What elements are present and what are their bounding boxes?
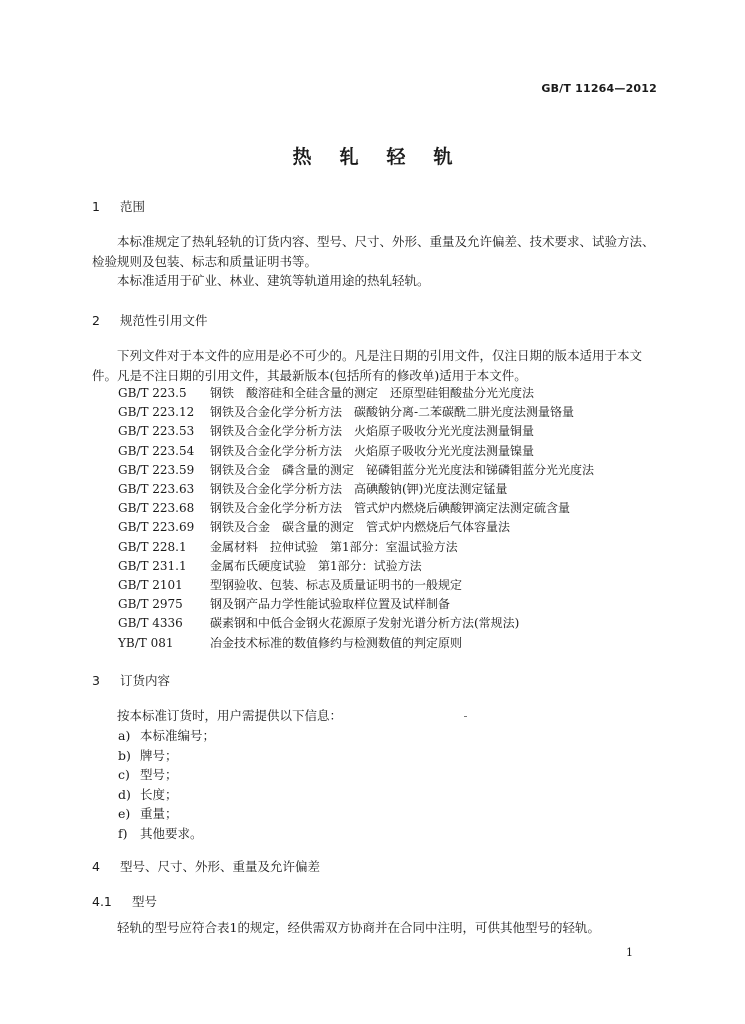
reference-title: 钢铁及合金化学分析方法 管式炉内燃烧后碘酸钾滴定法测定硫含量 <box>210 501 571 516</box>
reference-item <box>118 518 510 535</box>
reference-code: GB/T 223.68 <box>118 501 195 516</box>
section-4-1-heading <box>92 892 157 910</box>
section-number: 1 <box>92 199 100 214</box>
reference-code: GB/T 4336 <box>118 616 183 631</box>
reference-code: GB/T 223.5 <box>118 386 187 400</box>
reference-code: GB/T 228.1 <box>118 539 187 554</box>
reference-item <box>118 634 462 651</box>
order-item <box>118 824 203 842</box>
reference-title: 型钢验收、包装、标志及质量证明书的一般规定 <box>210 578 463 592</box>
section-number: 3 <box>92 673 100 688</box>
order-item <box>118 765 178 783</box>
document-title: 热轧轻轨 <box>292 146 481 168</box>
reference-code: GB/T 2101 <box>118 578 183 592</box>
order-item <box>118 785 178 803</box>
section-1-paragraph-2: 本标准适用于矿业、林业、建筑等轨道用途的热轧轻轨。 <box>117 273 430 288</box>
reference-code: YB/T 081 <box>118 635 174 650</box>
section-1-heading <box>92 197 145 215</box>
section-title: 型号、尺寸、外形、重量及允许偏差 <box>120 859 321 874</box>
order-item <box>118 746 178 764</box>
reference-item <box>118 480 507 497</box>
order-item-marker: d) <box>118 786 131 802</box>
section-number: 4 <box>92 859 100 874</box>
reference-title: 钢及钢产品力学性能试验取样位置及试样制备 <box>210 597 451 612</box>
order-item <box>118 726 215 744</box>
reference-item <box>118 422 534 439</box>
reference-title: 金属材料 拉伸试验 第1部分：室温试验方法 <box>210 539 458 554</box>
reference-code: GB/T 2975 <box>118 597 183 612</box>
reference-title: 金属布氏硬度试验 第1部分：试验方法 <box>210 558 422 573</box>
order-item-marker: b) <box>118 747 131 763</box>
reference-title: 钢铁及合金 碳含量的测定 管式炉内燃烧后气体容量法 <box>210 520 511 535</box>
reference-title: 钢铁 酸溶硅和全硅含量的测定 还原型硅钼酸盐分光光度法 <box>210 386 535 400</box>
reference-title: 钢铁及合金化学分析方法 高碘酸钠(钾)光度法测定锰量 <box>210 482 508 496</box>
reference-item <box>118 538 458 555</box>
section-number: 4.1 <box>92 894 112 909</box>
order-item-text: 长度； <box>140 786 178 802</box>
order-item-marker: a) <box>118 728 131 743</box>
reference-item <box>118 557 422 574</box>
reference-item <box>118 576 462 593</box>
section-number: 2 <box>92 313 100 328</box>
reference-item <box>118 403 574 420</box>
order-item-marker: f) <box>118 825 128 841</box>
section-4-1-paragraph-1: 轻轨的型号应符合表1的规定，经供需双方协商并在合同中注明，可供其他型号的轻轨。 <box>117 920 600 935</box>
section-2-heading <box>92 311 208 329</box>
reference-title: 钢铁及合金化学分析方法 火焰原子吸收分光光度法测量铜量 <box>210 424 535 439</box>
section-4-heading <box>92 857 320 875</box>
reference-item <box>118 384 534 401</box>
order-item <box>118 804 178 822</box>
order-item-marker: c) <box>118 767 130 782</box>
reference-item <box>118 499 570 516</box>
reference-code: GB/T 223.63 <box>118 482 195 496</box>
reference-code: GB/T 223.59 <box>118 462 195 477</box>
reference-title: 钢铁及合金化学分析方法 火焰原子吸收分光光度法测量镍量 <box>210 443 535 458</box>
reference-code: GB/T 223.53 <box>118 424 195 439</box>
reference-code: GB/T 231.1 <box>118 558 187 573</box>
reference-code: GB/T 223.54 <box>118 443 195 458</box>
standard-number: GB/T 11264—2012 <box>541 82 657 95</box>
section-3-heading <box>92 671 170 689</box>
order-item-text: 重量； <box>140 806 178 821</box>
reference-item <box>118 595 450 612</box>
section-title: 规范性引用文件 <box>120 313 208 328</box>
page-number: 1 <box>626 946 633 959</box>
section-title: 型号 <box>132 894 158 909</box>
reference-item <box>118 461 594 478</box>
section-2-paragraph-1: 下列文件对于本文件的应用是必不可少的。凡是注日期的引用文件，仅注日期的版本适用于本文件。凡是不注日期的引用文件，其最新版本(包括所有的修改单)适用于本文件。 <box>92 348 643 383</box>
reference-item <box>118 614 519 631</box>
reference-title: 碳素钢和中低合金钢火花源原子发射光谱分析方法(常规法) <box>210 616 520 631</box>
reference-title: 钢铁及合金 磷含量的测定 铋磷钼蓝分光光度法和锑磷钼蓝分光光度法 <box>210 462 595 477</box>
section-title: 订货内容 <box>120 673 171 688</box>
order-item-text: 牌号； <box>140 747 178 763</box>
order-item-text: 本标准编号； <box>140 728 216 743</box>
scan-mark <box>464 716 467 717</box>
reference-title: 冶金技术标准的数值修约与检测数值的判定原则 <box>210 635 463 650</box>
reference-item <box>118 442 534 459</box>
reference-code: GB/T 223.12 <box>118 405 195 420</box>
reference-title: 钢铁及合金化学分析方法 碳酸钠分离-二苯碳酰二肼光度法测量铬量 <box>210 405 575 420</box>
reference-code: GB/T 223.69 <box>118 520 195 535</box>
section-3-intro: 按本标准订货时，用户需提供以下信息： <box>117 708 343 723</box>
section-1-paragraph-1: 本标准规定了热轧轻轨的订货内容、型号、尺寸、外形、重量及允许偏差、技术要求、试验方法、检验规则及包装、标志和质量证明书等。 <box>92 234 655 269</box>
order-item-text: 其他要求。 <box>140 825 203 841</box>
section-title: 范围 <box>120 199 146 214</box>
order-item-marker: e) <box>118 806 131 821</box>
order-item-text: 型号； <box>140 767 178 782</box>
